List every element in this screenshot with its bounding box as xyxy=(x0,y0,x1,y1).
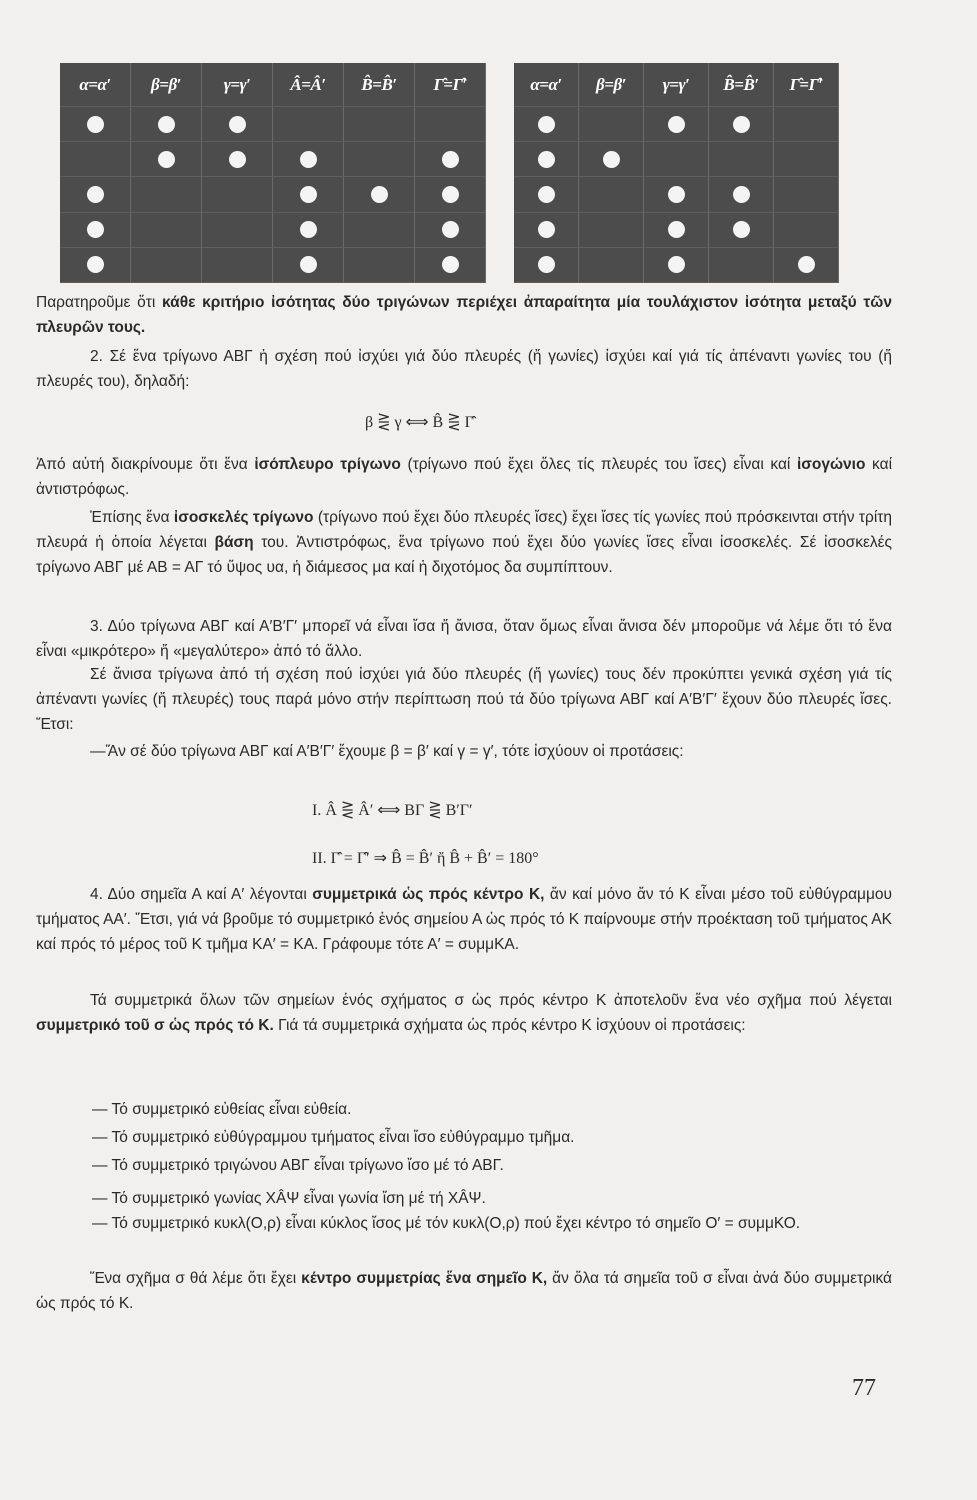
criteria-dot xyxy=(87,221,104,238)
criteria-cell xyxy=(709,213,774,248)
criteria-cell xyxy=(202,213,273,248)
criteria-cell xyxy=(644,107,709,142)
list-item: — Τό συμμετρικό εὐθύγραμμου τμήματος εἶναι ἴσο εὐθύγραμμο τμῆμα. xyxy=(92,1129,575,1146)
paragraph-center-symmetry xyxy=(36,1266,892,1316)
criteria-cell xyxy=(709,142,774,177)
paragraph-unequal: Σέ ἄνισα τρίγωνα ἀπό τή σχέση πού ἰσχύει γιά δύο πλευρές (ἤ γωνίες) τους δέν προκύπτει γενικά σχέση γιά τίς ἀπέναντι γωνίες (ἤ πλευρές) τους παρά μόνο στήν περίπτωση πού τά δύο τρίγωνα ΑΒΓ καί Α′Β′Γ′ ἔχουν δύο πλευρές ἴσες. Ἔτσι: xyxy=(36,666,892,733)
criteria-cell xyxy=(131,107,202,142)
criteria-dot xyxy=(668,186,685,203)
criteria-cell xyxy=(579,248,644,283)
list-item: — Τό συμμετρικό εὐθείας εἶναι εὐθεία. xyxy=(92,1101,352,1118)
criteria-cell xyxy=(344,142,415,177)
criteria-cell xyxy=(415,248,486,283)
criteria-cell xyxy=(709,248,774,283)
criteria-cell xyxy=(709,107,774,142)
term-symmetric-figure: συμμετρικό τοῦ σ ὡς πρός τό Κ. xyxy=(36,1017,274,1034)
criteria-cell xyxy=(202,142,273,177)
criteria-dot xyxy=(668,221,685,238)
criteria-cell xyxy=(60,177,131,212)
criteria-cell xyxy=(202,248,273,283)
text-span: Ἕνα σχῆμα σ θά λέμε ὅτι ἔχει xyxy=(90,1270,302,1287)
criteria-dot xyxy=(87,116,104,133)
text-span: του. Ἀντιστρόφως, ἕνα τρίγωνο πού ἔχει δύο γωνίες ἴσες εἶναι ἰσοσκελές. Σέ ἰσοσκελές τρίγωνο ΑΒΓ μέ ΑΒ = ΑΓ τό ὕψος υα, ἡ διάμεσος μα καί ἡ διχοτόμος δα συμπίπτουν. xyxy=(36,534,892,576)
text-span: καί ἀντιστρόφως. xyxy=(36,456,893,498)
criteria-cell xyxy=(131,213,202,248)
text-span: ἄν ὅλα τά σημεῖα τοῦ σ εἶναι ἀνά δύο συμμετρικά ὡς πρός τό Κ. xyxy=(36,1270,892,1312)
criteria-cell xyxy=(202,107,273,142)
term-equilateral: ἰσόπλευρο τρίγωνο xyxy=(254,456,401,473)
formula-side-angle: β ⋛ γ ⟺ B̂ ⋛ Γ̂ xyxy=(365,414,474,431)
text-span: Γιά τά συμμετρικά σχήματα ὡς πρός κέντρο Κ ἰσχύουν οἱ προτάσεις: xyxy=(273,1017,746,1034)
criteria-table-left xyxy=(60,63,486,283)
formula-proposition-1: I. Â ⋛ Â′ ⟺ ΒΓ ⋛ Β′Γ′ xyxy=(312,802,473,819)
criteria-cell xyxy=(514,248,579,283)
criteria-cell xyxy=(579,213,644,248)
criteria-dot xyxy=(733,221,750,238)
criteria-cell xyxy=(131,248,202,283)
criteria-dot xyxy=(229,151,246,168)
criteria-dot xyxy=(87,256,104,273)
criteria-dot xyxy=(87,186,104,203)
criteria-cell xyxy=(514,142,579,177)
criteria-cell xyxy=(273,248,344,283)
criteria-header: α=α′ xyxy=(514,63,579,107)
text-span: (τρίγωνο πού ἔχει δύο πλευρές ἴσες) ἔχει ἴσες τίς γωνίες πού πρόσκεινται στήν τρίτη πλευρά ἡ ὁποία λέγεται xyxy=(36,509,893,551)
criteria-dot xyxy=(442,256,459,273)
list-item: — Τό συμμετρικό γωνίας ΧÂΨ εἶναι γωνία ἴση μέ τή ΧÂΨ. xyxy=(92,1190,486,1207)
paragraph-propositions: —Ἄν σέ δύο τρίγωνα ΑΒΓ καί Α′Β′Γ′ ἔχουμε β = β′ καί γ = γ′, τότε ἰσχύουν οἱ προτάσεις: xyxy=(90,743,684,760)
criteria-dot xyxy=(300,151,317,168)
criteria-cell xyxy=(514,107,579,142)
criteria-dot xyxy=(442,186,459,203)
text-span: (τρίγωνο πού ἔχει ὅλες τίς πλευρές του ἴσες) εἶναι καί xyxy=(400,456,797,473)
criteria-cell xyxy=(415,213,486,248)
criteria-table-right xyxy=(514,63,839,283)
paragraph-observation xyxy=(36,290,892,340)
text-span: Ἐπίσης ἕνα xyxy=(90,509,174,526)
text-span: 4. Δύο σημεῖα Α καί Α′ λέγονται xyxy=(90,886,313,903)
criteria-header: β=β′ xyxy=(579,63,644,107)
criteria-dot xyxy=(798,256,815,273)
criteria-cell xyxy=(415,142,486,177)
criteria-dot xyxy=(668,116,685,133)
criteria-cell xyxy=(514,177,579,212)
criteria-dot xyxy=(300,221,317,238)
criteria-cell xyxy=(774,107,839,142)
term-symmetric: συμμετρικά ὡς πρός κέντρο Κ, xyxy=(312,886,545,903)
criteria-cell xyxy=(60,213,131,248)
criteria-dot xyxy=(300,256,317,273)
criteria-header: β=β′ xyxy=(131,63,202,107)
criteria-cell xyxy=(415,177,486,212)
text-span: Ἀπό αὐτή διακρίνουμε ὅτι ἕνα xyxy=(36,456,255,473)
term-equiangular: ἰσογώνιο xyxy=(796,456,866,473)
criteria-cell xyxy=(60,142,131,177)
criteria-dot xyxy=(538,221,555,238)
criteria-cell xyxy=(579,177,644,212)
criteria-header: B̂=B̂′ xyxy=(344,63,415,107)
criteria-dot xyxy=(442,151,459,168)
criteria-cell xyxy=(273,142,344,177)
criteria-cell xyxy=(579,142,644,177)
criteria-cell xyxy=(60,107,131,142)
criteria-header: Γ̂=Γ̂′ xyxy=(415,63,486,107)
criteria-cell xyxy=(774,142,839,177)
criteria-dot xyxy=(538,151,555,168)
criteria-dot xyxy=(733,116,750,133)
list-item: — Τό συμμετρικό κυκλ(Ο,ρ) εἶναι κύκλος ἴσος μέ τόν κυκλ(Ο,ρ) πού ἔχει κέντρο τό σημεῖο Ο′ = συμμΚΟ. xyxy=(92,1215,801,1232)
list-item: — Τό συμμετρικό τριγώνου ΑΒΓ εἶναι τρίγωνο ἴσο μέ τό ΑΒΓ. xyxy=(92,1157,504,1174)
criteria-cell xyxy=(131,142,202,177)
criteria-header: Γ̂=Γ̂′ xyxy=(774,63,839,107)
page-number: 77 xyxy=(852,1375,876,1401)
criteria-cell xyxy=(202,177,273,212)
paragraph-equilateral xyxy=(36,452,892,502)
criteria-cell xyxy=(774,213,839,248)
paragraph-isosceles xyxy=(36,505,892,580)
criteria-dot xyxy=(733,186,750,203)
criteria-cell xyxy=(131,177,202,212)
criteria-header: B̂=B̂′ xyxy=(709,63,774,107)
criteria-cell xyxy=(644,177,709,212)
criteria-header: α=α′ xyxy=(60,63,131,107)
criteria-cell xyxy=(344,248,415,283)
text-span: ἄν καί μόνο ἄν τό Κ εἶναι μέσο τοῦ εὐθύγραμμου τμήματος ΑΑ′. Ἔτσι, γιά νά βροῦμε τό συμμετρικό ἑνός σημείου Α ὡς πρός τό Κ παίρνουμε στήν προέκταση τοῦ τμήματος ΑΚ καί πρός τό μέρος τοῦ Κ τμῆμα ΚΑ′ = ΚΑ. Γράφουμε τότε Α′ = συμμΚΑ. xyxy=(36,886,893,953)
paragraph-4 xyxy=(36,882,892,957)
observation-text: Παρατηροῦμε ὅτι xyxy=(36,294,163,311)
criteria-cell xyxy=(273,213,344,248)
criteria-dot xyxy=(300,186,317,203)
criteria-dot xyxy=(158,116,175,133)
criteria-dot xyxy=(538,116,555,133)
criteria-cell xyxy=(644,248,709,283)
criteria-dot xyxy=(371,186,388,203)
criteria-cell xyxy=(644,213,709,248)
observation-bold: κάθε κριτήριο ἰσότητας δύο τριγώνων περιέχει ἀπαραίτητα μία τουλάχιστον ἰσότητα μεταξύ τῶν πλευρῶν τους. xyxy=(36,294,893,336)
criteria-cell xyxy=(273,177,344,212)
criteria-cell xyxy=(415,107,486,142)
term-center-symmetry: κέντρο συμμετρίας ἕνα σημεῖο Κ, xyxy=(301,1270,548,1287)
text-span: Τά συμμετρικά ὅλων τῶν σημείων ἑνός σχήματος σ ὡς πρός κέντρο Κ ἀποτελοῦν ἕνα νέο σχῆμα πού λέγεται xyxy=(90,992,892,1009)
criteria-header: γ=γ′ xyxy=(202,63,273,107)
criteria-cell xyxy=(774,248,839,283)
criteria-cell xyxy=(579,107,644,142)
criteria-dot xyxy=(668,256,685,273)
criteria-cell xyxy=(514,213,579,248)
criteria-cell xyxy=(273,107,344,142)
criteria-cell xyxy=(344,177,415,212)
criteria-cell xyxy=(60,248,131,283)
paragraph-2: 2. Σέ ἕνα τρίγωνο ΑΒΓ ἡ σχέση πού ἰσχύει γιά δύο πλευρές (ἤ γωνίες) ἰσχύει καί γιά τίς ἀπέναντι γωνίες του (ἤ πλευρές του), δηλαδή: xyxy=(36,348,892,390)
criteria-dot xyxy=(538,256,555,273)
criteria-cell xyxy=(344,213,415,248)
criteria-dot xyxy=(538,186,555,203)
paragraph-symmetric-figure xyxy=(36,988,892,1038)
criteria-cell xyxy=(344,107,415,142)
paragraph-3: 3. Δύο τρίγωνα ΑΒΓ καί Α′Β′Γ′ μπορεῖ νά εἶναι ἴσα ἤ ἄνισα, ὅταν ὅμως εἶναι ἄνισα δέν μποροῦμε νά λέμε ὅτι τό ἕνα εἶναι «μικρότερο» ἤ «μεγαλύτερο» ἀπό τό ἄλλο. xyxy=(36,618,892,660)
criteria-cell xyxy=(709,177,774,212)
criteria-dot xyxy=(229,116,246,133)
term-base: βάση xyxy=(214,534,254,551)
criteria-cell xyxy=(774,177,839,212)
criteria-header: Â=Â′ xyxy=(273,63,344,107)
term-isosceles: ἰσοσκελές τρίγωνο xyxy=(173,509,314,526)
criteria-cell xyxy=(644,142,709,177)
formula-proposition-2: II. Γ̂ = Γ̂′ ⇒ B̂ = B̂′ ἤ B̂ + B̂′ = 180° xyxy=(312,850,539,867)
criteria-dot xyxy=(603,151,620,168)
criteria-dot xyxy=(158,151,175,168)
criteria-dot xyxy=(442,221,459,238)
criteria-header: γ=γ′ xyxy=(644,63,709,107)
